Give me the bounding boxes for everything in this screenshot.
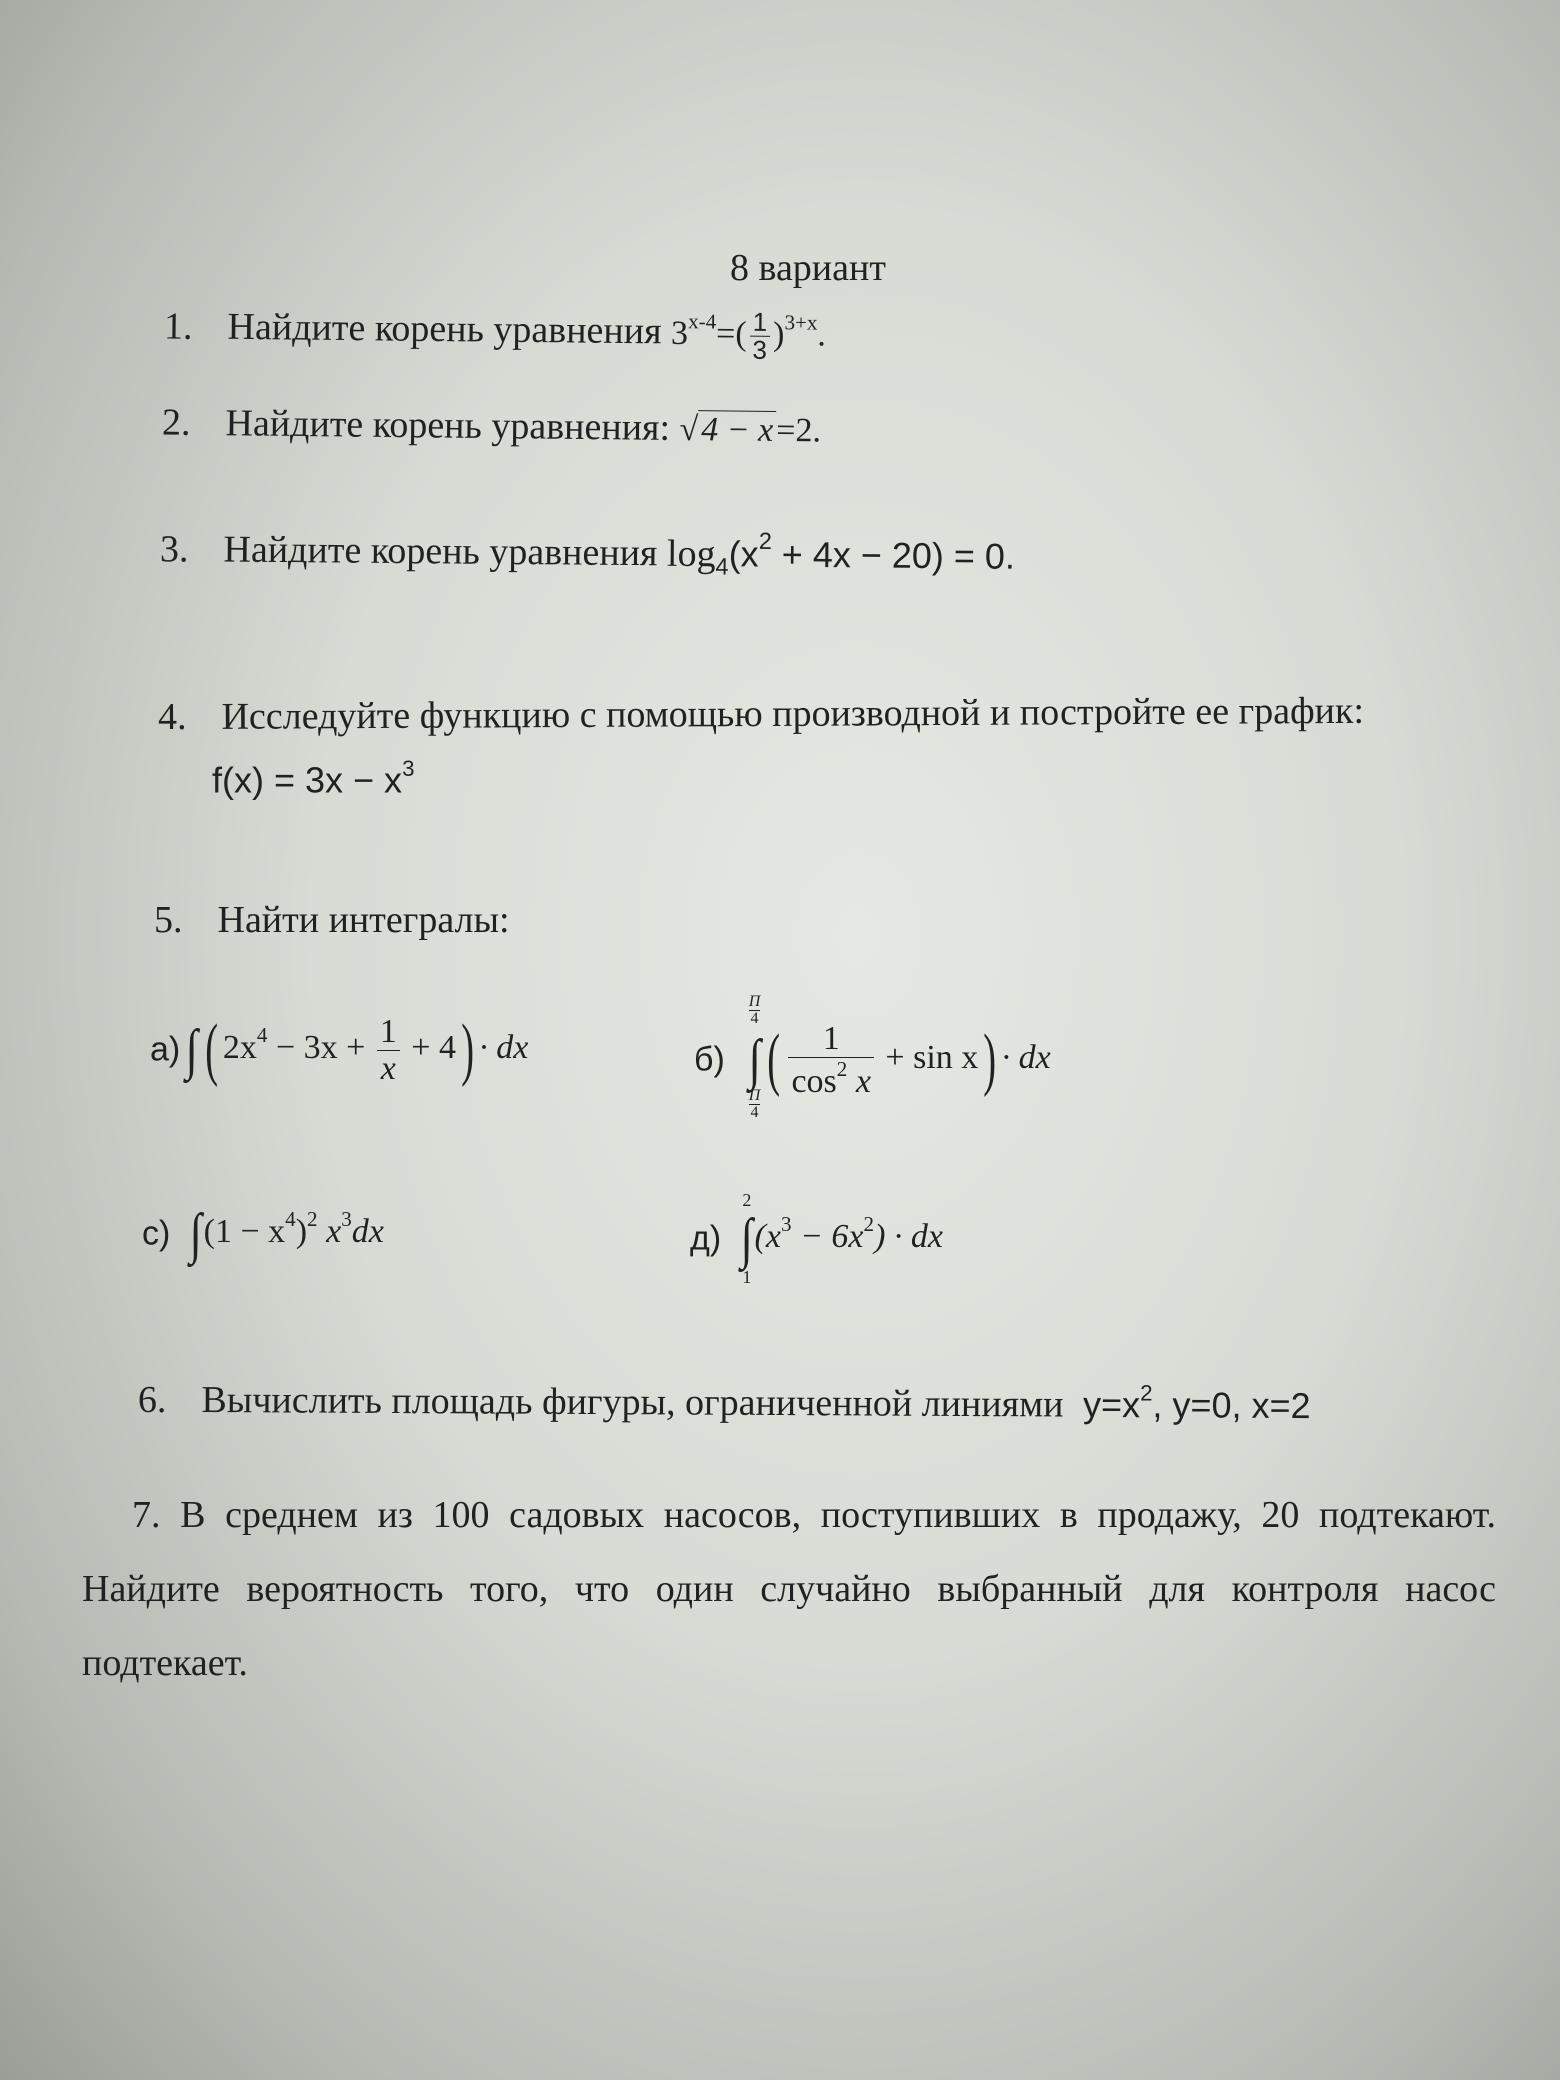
- integral-c: с) $\int(1 - x^4)^2$ $x^3dx$: [142, 1203, 384, 1265]
- equation-3: $\log_4(x^2 + 4x - 20) = 0$.: [666, 527, 1016, 580]
- item-label: а): [150, 1030, 181, 1069]
- variant-title: 8 вариант: [730, 247, 886, 289]
- sqrt-expression: √4 − x: [679, 411, 776, 450]
- task-text: Найдите корень уравнения: [223, 528, 658, 575]
- task-4-function: $f(x) = 3x - x^3$: [212, 756, 415, 801]
- task-text: Исследуйте функцию с помощью производной и постройте ее график:: [221, 689, 1365, 738]
- task-5: [154, 898, 510, 942]
- task-7: 7. В среднем из 100 садовых насосов, поступивших в продажу, 20 подтекают. Найдите вероятность того, что один случайно выбранный для контроля насос подтекает.: [82, 1494, 1496, 1684]
- equation-2: √4 − x=2.: [679, 410, 822, 450]
- task-number: 6.: [137, 1378, 167, 1421]
- task-text: Найдите корень уравнения: [227, 305, 662, 353]
- task-4: [158, 689, 1364, 739]
- integral-a: а) ∫( $2x^4 - 3x$ + $\frac{1}{x}$ + 4) · dx: [150, 1011, 529, 1088]
- task-number: 5.: [154, 899, 183, 941]
- integral-sign: ∫: [189, 1203, 203, 1265]
- boundary-lines: $y=x^2$, y=0, x=2: [1082, 1380, 1311, 1426]
- task-number: 3.: [159, 527, 189, 571]
- task-number: 1.: [163, 305, 193, 348]
- task-text: Найдите корень уравнения:: [225, 402, 671, 449]
- task-text: Найти интегралы:: [217, 899, 510, 941]
- task-number: 2.: [161, 401, 191, 444]
- integral-d: д) 2 ∫ 1 $(x^3 - 6x^2)$ · dx: [690, 1190, 943, 1287]
- task-6: [138, 1375, 1311, 1428]
- task-1: [164, 303, 826, 366]
- task-text: Вычислить площадь фигуры, ограниченной линиями: [201, 1378, 1064, 1426]
- equation-1: $3^{x-4}=$( $\frac{1}{3}$ )$^{3+x}$.: [670, 306, 827, 366]
- item-label: б): [694, 1040, 725, 1079]
- integral-sign: ∫: [740, 1208, 753, 1270]
- integral-limits: $\frac{П}{4}$ ∫ $\frac{П}{4}$: [748, 993, 761, 1121]
- item-label: д): [690, 1219, 722, 1258]
- item-label: с): [142, 1214, 171, 1253]
- task-3: [160, 522, 1015, 582]
- task-number: 4.: [157, 696, 187, 739]
- integral-b: б) $\frac{П}{4}$ ∫ $\frac{П}{4}$ ( $\frac{1}{\cos^2 x}$ + sin x) · dx: [694, 994, 1051, 1126]
- integral-sign: ∫: [748, 1029, 761, 1091]
- task-2: [162, 401, 821, 452]
- integral-limits: 2 ∫ 1: [740, 1190, 753, 1287]
- integral-sign: ∫: [185, 1019, 199, 1081]
